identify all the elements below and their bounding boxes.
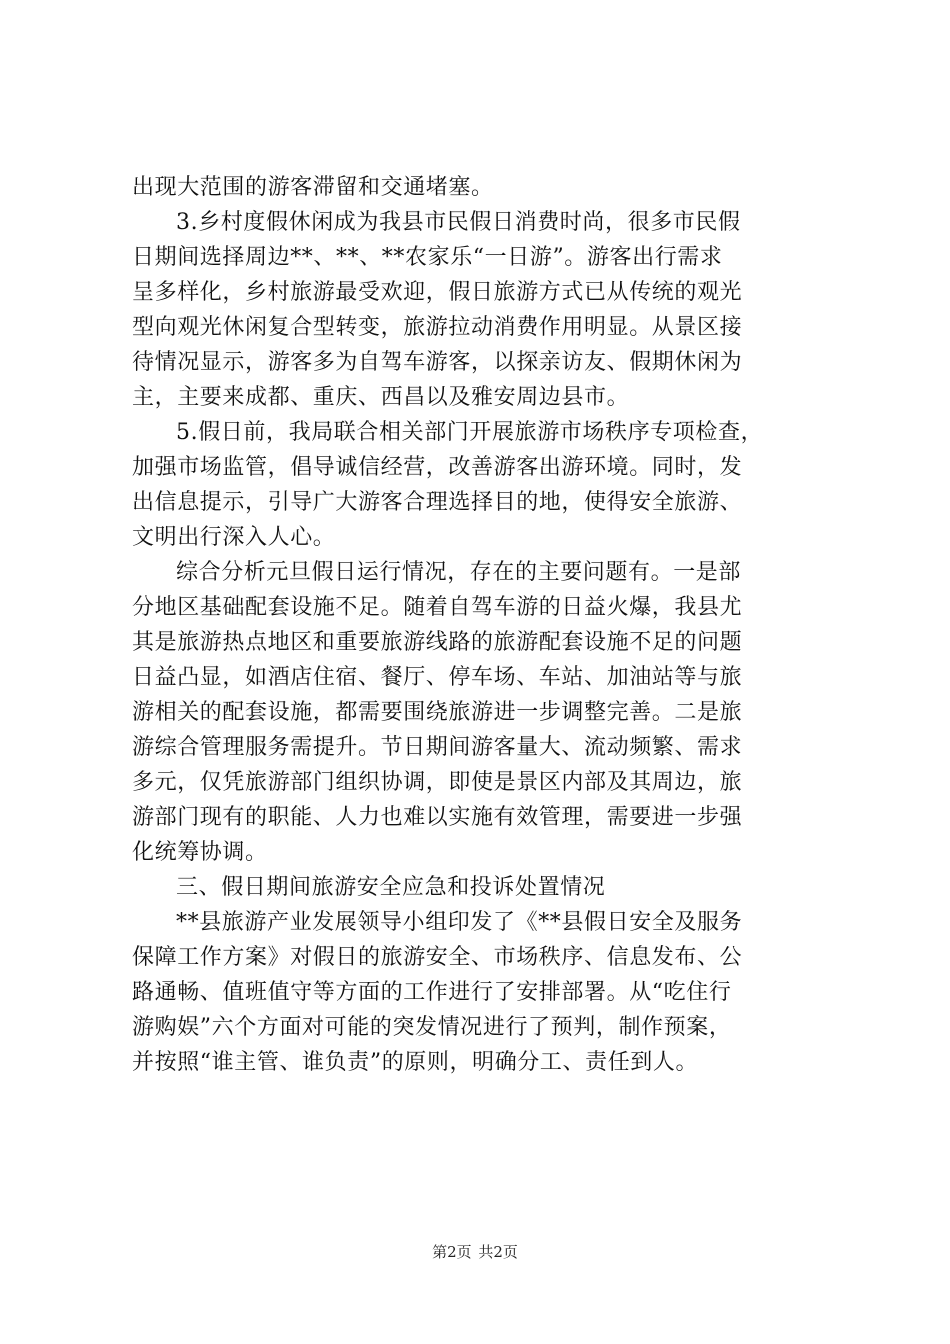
- paragraph-start-line: 3.乡村度假休闲成为我县市民假日消费时尚，很多市民假: [176, 210, 741, 235]
- text-line: 日期间选择周边**、**、**农家乐“一日游”。游客出行需求: [132, 245, 723, 270]
- paragraph-start-line: **县旅游产业发展领导小组印发了《**县假日安全及服务: [176, 910, 743, 935]
- page-number: 第2页: [432, 1243, 472, 1261]
- text-line: 日益凸显，如酒店住宿、餐厅、停车场、车站、加油站等与旅: [132, 665, 743, 690]
- text-line: 型向观光休闲复合型转变，旅游拉动消费作用明显。从景区接: [132, 315, 743, 340]
- page-total: 共2页: [478, 1243, 518, 1261]
- text-line: 路通畅、值班值守等方面的工作进行了安排部署。从“吃住行: [132, 980, 732, 1005]
- text-line: 游相关的配套设施，都需要围绕旅游进一步调整完善。二是旅: [132, 700, 743, 725]
- text-line: 出信息提示，引导广大游客合理选择目的地，使得安全旅游、: [132, 490, 743, 515]
- text-line: 化统筹协调。: [132, 840, 268, 865]
- paragraph-start-line: 综合分析元旦假日运行情况，存在的主要问题有。一是部: [176, 560, 742, 585]
- text-line: 待情况显示，游客多为自驾车游客，以探亲访友、假期休闲为: [132, 350, 743, 375]
- section-heading: 三、假日期间旅游安全应急和投诉处置情况: [176, 875, 606, 900]
- text-line: 其是旅游热点地区和重要旅游线路的旅游配套设施不足的问题: [132, 630, 743, 655]
- text-line: 主，主要来成都、重庆、西昌以及雅安周边县市。: [132, 385, 630, 410]
- paragraph-start-line: 5.假日前，我局联合相关部门开展旅游市场秩序专项检查，: [176, 420, 764, 445]
- text-line: 游部门现有的职能、人力也难以实施有效管理，需要进一步强: [132, 805, 743, 830]
- text-line: 文明出行深入人心。: [132, 525, 336, 550]
- page-footer: [0, 1242, 950, 1262]
- text-line: 游购娱”六个方面对可能的突发情况进行了预判，制作预案，: [132, 1015, 732, 1040]
- text-line: 保障工作方案》对假日的旅游安全、市场秩序、信息发布、公: [132, 945, 743, 970]
- text-line: 分地区基础配套设施不足。随着自驾车游的日益火爆，我县尤: [132, 595, 743, 620]
- text-line: 并按照“谁主管、谁负责”的原则，明确分工、责任到人。: [132, 1050, 699, 1075]
- text-line: 加强市场监管，倡导诚信经营，改善游客出游环境。同时，发: [132, 455, 743, 480]
- text-line: 游综合管理服务需提升。节日期间游客量大、流动频繁、需求: [132, 735, 743, 760]
- text-line: 呈多样化，乡村旅游最受欢迎，假日旅游方式已从传统的观光: [132, 280, 743, 305]
- text-line: 多元，仅凭旅游部门组织协调，即使是景区内部及其周边，旅: [132, 770, 743, 795]
- document-body: [132, 170, 832, 1080]
- text-line: 出现大范围的游客滞留和交通堵塞。: [132, 175, 494, 200]
